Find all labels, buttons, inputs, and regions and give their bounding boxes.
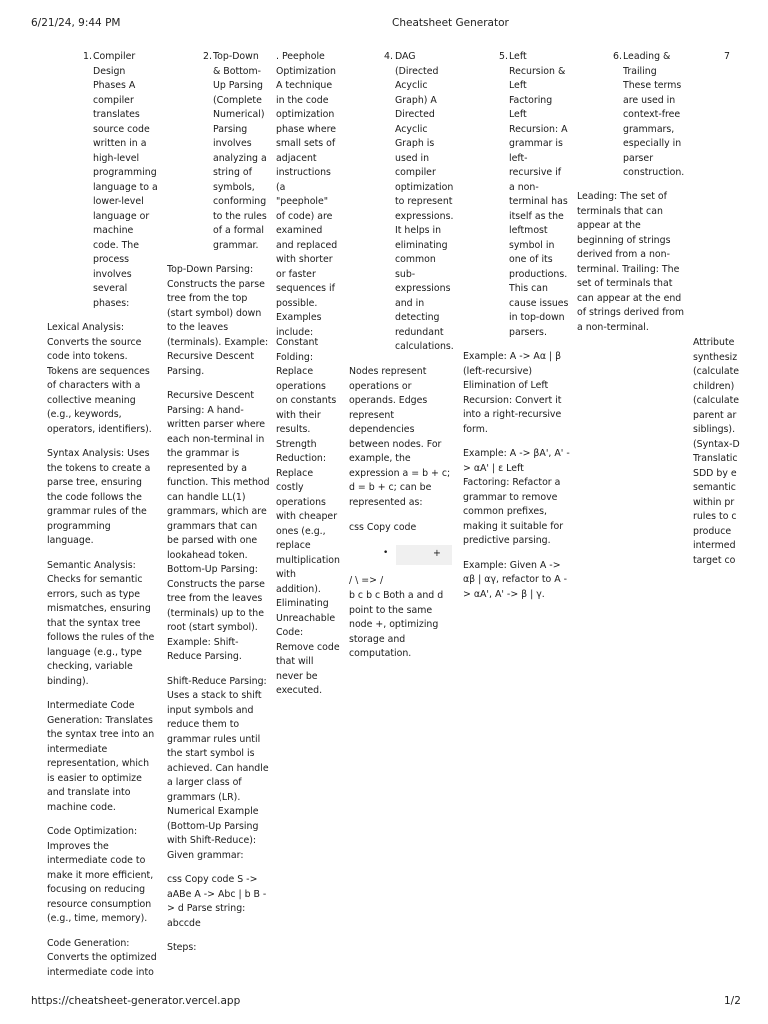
- footer-url[interactable]: https://cheatsheet-generator.vercel.app: [31, 995, 241, 1007]
- section-7-line: semantic: [693, 482, 736, 493]
- section-7-line: parent ar: [693, 409, 737, 421]
- section-2-body: [167, 263, 270, 966]
- section-7-number: 7: [724, 51, 730, 62]
- dag-diagram-text: / \ => /: [349, 575, 384, 586]
- left-factoring-example: Example: A -> βA', A' -> αA' | ε Left Factoring: Refactor a grammar to remove common prefixes, making it suitable for predictive parsing.: [463, 448, 570, 546]
- section-6-body: Leading: The set of terminals that can appear at the beginning of strings derived from a non-terminal. Trailing: The set of terminals that can appear at the end of strings derived from a non-terminal.: [577, 191, 685, 333]
- dag-explanation-text: b c b c Both a and d point to the same node +, optimizing storage and computation.: [349, 590, 444, 659]
- section-2-heading: Top-Down & Bottom-Up Parsing (Complete Numerical) Parsing involves analyzing a string of symbols, conforming to the rules of a formal grammar.: [213, 51, 267, 251]
- code-snippet-block: [396, 545, 452, 565]
- lexical-analysis-text: Lexical Analysis: Converts the source code into tokens. Tokens are sequences of characters with a collective meaning (e.g., keywords, operators, identifiers).: [47, 322, 152, 435]
- section-3-body: Constant Folding: Replace operations on constants with their results. Strength Reduction: Replace costly operations with cheaper ones (e.g., replace multiplication with addition). Eliminating Unreachable Code: Remove code that will never be executed.: [276, 337, 340, 696]
- grammar-code-text: css Copy code S -> aABe A -> Abc | b B -> d Parse string: abccde: [167, 874, 267, 929]
- steps-text: Steps:: [167, 942, 197, 953]
- section-1-body: [47, 321, 159, 990]
- section-6-heading: Leading & Trailing These terms are used in context-free grammars, especially in parser construction.: [623, 51, 685, 178]
- section-5-body: [463, 350, 570, 612]
- refactor-example: Example: Given A -> αβ | αγ, refactor to A -> αA', A' -> β | γ.: [463, 559, 567, 600]
- section-7-line: (calculate: [693, 366, 740, 377]
- section-7-line: within pr: [693, 496, 735, 508]
- section-7-line: children): [693, 380, 735, 392]
- recursive-descent-text: Recursive Descent Parsing: A hand-written parser where each non-terminal in the grammar is represented by a function. This method can handle LL(1) grammars, which are grammars that can be parsed with one lookahead token. Bottom-Up Parsing: Constructs the parse tree from the leaves (terminals) up to the root (start symbol). Example: Shift-Reduce Parsing.: [167, 390, 270, 662]
- page-title: Cheatsheet Generator: [392, 17, 509, 29]
- section-7-line: synthesiz: [693, 351, 738, 363]
- section-3-heading: . Peephole Optimization A technique in the code optimization phase where small sets of adjacent instructions (a "peephole" of code) are examined and replaced with shorter or faster sequences if possible. Examples include:: [276, 51, 338, 338]
- section-7-line: rules to c: [693, 511, 737, 522]
- section-4-body: Nodes represent operations or operands. Edges represent dependencies between nodes. For example, the expression a = b + c; d = b + c; can be represented as:: [349, 366, 451, 508]
- section-6-number: 6.: [613, 51, 622, 62]
- code-optimization-text: Code Optimization: Improves the intermediate code to make it more efficient, focusing on reducing resource consumption (e.g., time, memory).: [47, 826, 154, 924]
- section-7-line: Attribute: [693, 337, 735, 348]
- bullet-icon: •: [383, 548, 389, 558]
- section-4-number: 4.: [384, 51, 393, 62]
- code-block-label: css Copy code: [349, 522, 417, 533]
- section-7-line: produce: [693, 525, 732, 537]
- shift-reduce-text: Shift-Reduce Parsing: Uses a stack to shift input symbols and reduce them to grammar rules until the start symbol is achieved. Can handle a larger class of grammars (LR). Numerical Example (Bottom-Up Parsing with Shift-Reduce): Given grammar:: [167, 675, 269, 861]
- print-datetime: 6/21/24, 9:44 PM: [31, 17, 121, 29]
- section-5-number: 5.: [499, 51, 508, 62]
- section-7-line: SDD by e: [693, 467, 737, 479]
- intermediate-code-text: Intermediate Code Generation: Translates the syntax tree into an intermediate representation, which is easier to optimize and translate into machine code.: [47, 700, 155, 813]
- section-5-heading: Left Recursion & Left Factoring Left Recursion: A grammar is left-recursive if a non-terminal has itself as the leftmost symbol in one of its productions. This can cause issues in top-down parsers.: [509, 51, 569, 338]
- section-7-line: siblings).: [693, 424, 736, 435]
- section-7-line: target co: [693, 554, 736, 566]
- syntax-analysis-text: Syntax Analysis: Uses the tokens to create a parse tree, ensuring the code follows the grammar rules of the programming language.: [47, 448, 151, 546]
- semantic-analysis-text: Semantic Analysis: Checks for semantic errors, such as type mismatches, ensuring that the syntax tree follows the rules of the language (e.g., type checking, variable binding).: [47, 559, 155, 687]
- page-number: 1/2: [724, 995, 741, 1007]
- code-generation-text: Code Generation: Converts the optimized intermediate code into: [47, 937, 157, 978]
- section-1-heading: Compiler Design Phases A compiler translates source code written in a high-level programming language to a lower-level language or machine code. The process involves several phases:: [93, 51, 158, 309]
- left-recursion-example: Example: A -> Aα | β (left-recursive) Elimination of Left Recursion: Convert it into a right-recursive form.: [463, 351, 562, 435]
- section-7-line: intermed: [693, 540, 736, 551]
- section-7-line: (Syntax-D: [693, 438, 740, 450]
- section-7-body: [693, 336, 768, 568]
- section-4-heading: DAG (Directed Acyclic Graph) A Directed Acyclic Graph is used in compiler optimization to represent expressions. It helps in eliminating common sub-expressions and in detecting redundant calculations.: [395, 51, 454, 352]
- plus-node-text: +: [433, 548, 441, 559]
- section-1-number: 1.: [83, 51, 92, 62]
- section-2-number: 2.: [203, 51, 212, 62]
- top-down-parsing-text: Top-Down Parsing: Constructs the parse tree from the top (start symbol) down to the leaves (terminals). Example: Recursive Descent Parsing.: [167, 264, 269, 377]
- section-7-line: (calculate: [693, 395, 740, 406]
- section-7-line: Translatic: [693, 453, 738, 464]
